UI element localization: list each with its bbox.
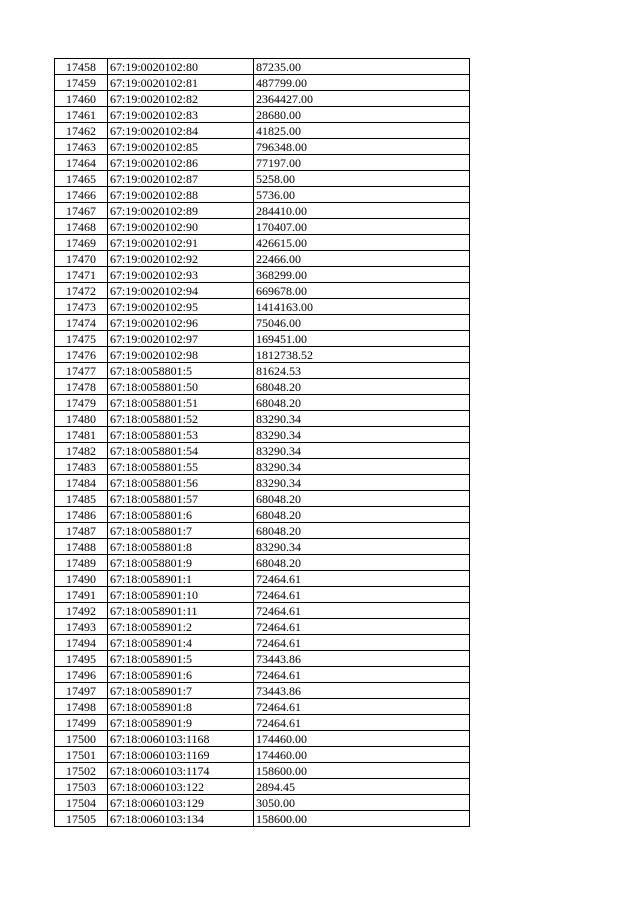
cadastral-number-cell: 67:19:0020102:93 bbox=[108, 267, 254, 283]
row-number-cell: 17464 bbox=[55, 155, 108, 171]
row-number-cell: 17489 bbox=[55, 555, 108, 571]
row-number-cell: 17475 bbox=[55, 331, 108, 347]
table-row bbox=[55, 267, 470, 283]
table-row bbox=[55, 251, 470, 267]
cadastral-number-cell: 67:18:0058801:54 bbox=[108, 443, 254, 459]
row-number-cell: 17495 bbox=[55, 651, 108, 667]
table-row bbox=[55, 603, 470, 619]
table-row bbox=[55, 635, 470, 651]
cadastral-number-cell: 67:18:0058801:53 bbox=[108, 427, 254, 443]
value-cell: 83290.34 bbox=[254, 475, 470, 491]
value-cell: 68048.20 bbox=[254, 395, 470, 411]
value-cell: 72464.61 bbox=[254, 699, 470, 715]
cadastral-number-cell: 67:18:0058801:55 bbox=[108, 459, 254, 475]
table-row bbox=[55, 459, 470, 475]
cadastral-number-cell: 67:18:0058901:9 bbox=[108, 715, 254, 731]
cadastral-number-cell: 67:18:0058901:11 bbox=[108, 603, 254, 619]
table-row bbox=[55, 779, 470, 795]
value-cell: 72464.61 bbox=[254, 635, 470, 651]
table-row bbox=[55, 171, 470, 187]
table-row bbox=[55, 795, 470, 811]
value-cell: 158600.00 bbox=[254, 811, 470, 827]
row-number-cell: 17486 bbox=[55, 507, 108, 523]
row-number-cell: 17482 bbox=[55, 443, 108, 459]
table-row bbox=[55, 571, 470, 587]
row-number-cell: 17503 bbox=[55, 779, 108, 795]
row-number-cell: 17493 bbox=[55, 619, 108, 635]
cadastral-number-cell: 67:19:0020102:97 bbox=[108, 331, 254, 347]
table-row bbox=[55, 395, 470, 411]
row-number-cell: 17502 bbox=[55, 763, 108, 779]
value-cell: 83290.34 bbox=[254, 411, 470, 427]
value-cell: 83290.34 bbox=[254, 443, 470, 459]
table-row bbox=[55, 139, 470, 155]
table-row bbox=[55, 187, 470, 203]
row-number-cell: 17497 bbox=[55, 683, 108, 699]
cadastral-number-cell: 67:18:0058801:8 bbox=[108, 539, 254, 555]
value-cell: 169451.00 bbox=[254, 331, 470, 347]
table-row bbox=[55, 107, 470, 123]
value-cell: 22466.00 bbox=[254, 251, 470, 267]
value-cell: 72464.61 bbox=[254, 571, 470, 587]
cadastral-number-cell: 67:19:0020102:90 bbox=[108, 219, 254, 235]
table-row bbox=[55, 475, 470, 491]
cadastral-number-cell: 67:19:0020102:92 bbox=[108, 251, 254, 267]
table-row bbox=[55, 491, 470, 507]
table-row bbox=[55, 651, 470, 667]
row-number-cell: 17459 bbox=[55, 75, 108, 91]
value-cell: 72464.61 bbox=[254, 587, 470, 603]
cadastral-number-cell: 67:19:0020102:81 bbox=[108, 75, 254, 91]
value-cell: 73443.86 bbox=[254, 683, 470, 699]
row-number-cell: 17467 bbox=[55, 203, 108, 219]
value-cell: 1812738.52 bbox=[254, 347, 470, 363]
cadastral-number-cell: 67:18:0058801:6 bbox=[108, 507, 254, 523]
row-number-cell: 17479 bbox=[55, 395, 108, 411]
cadastral-number-cell: 67:18:0058801:9 bbox=[108, 555, 254, 571]
table-row bbox=[55, 587, 470, 603]
value-cell: 368299.00 bbox=[254, 267, 470, 283]
table-row bbox=[55, 731, 470, 747]
cadastral-number-cell: 67:18:0058801:51 bbox=[108, 395, 254, 411]
cadastral-number-cell: 67:19:0020102:87 bbox=[108, 171, 254, 187]
value-cell: 83290.34 bbox=[254, 427, 470, 443]
cadastral-number-cell: 67:18:0058801:57 bbox=[108, 491, 254, 507]
row-number-cell: 17484 bbox=[55, 475, 108, 491]
table-row bbox=[55, 347, 470, 363]
table-row bbox=[55, 667, 470, 683]
cadastral-number-cell: 67:19:0020102:89 bbox=[108, 203, 254, 219]
row-number-cell: 17472 bbox=[55, 283, 108, 299]
row-number-cell: 17491 bbox=[55, 587, 108, 603]
row-number-cell: 17466 bbox=[55, 187, 108, 203]
cadastral-number-cell: 67:19:0020102:95 bbox=[108, 299, 254, 315]
cadastral-number-cell: 67:18:0060103:134 bbox=[108, 811, 254, 827]
value-cell: 73443.86 bbox=[254, 651, 470, 667]
cadastral-number-cell: 67:19:0020102:86 bbox=[108, 155, 254, 171]
row-number-cell: 17487 bbox=[55, 523, 108, 539]
value-cell: 28680.00 bbox=[254, 107, 470, 123]
row-number-cell: 17480 bbox=[55, 411, 108, 427]
value-cell: 68048.20 bbox=[254, 491, 470, 507]
table-row bbox=[55, 523, 470, 539]
row-number-cell: 17478 bbox=[55, 379, 108, 395]
value-cell: 68048.20 bbox=[254, 507, 470, 523]
cadastral-number-cell: 67:19:0020102:83 bbox=[108, 107, 254, 123]
row-number-cell: 17498 bbox=[55, 699, 108, 715]
value-cell: 796348.00 bbox=[254, 139, 470, 155]
table-row bbox=[55, 203, 470, 219]
cadastral-value-table bbox=[54, 58, 470, 827]
row-number-cell: 17500 bbox=[55, 731, 108, 747]
table-row bbox=[55, 219, 470, 235]
table-row bbox=[55, 619, 470, 635]
cadastral-number-cell: 67:18:0058901:7 bbox=[108, 683, 254, 699]
value-cell: 68048.20 bbox=[254, 379, 470, 395]
table-row bbox=[55, 507, 470, 523]
value-cell: 1414163.00 bbox=[254, 299, 470, 315]
table-row bbox=[55, 699, 470, 715]
cadastral-number-cell: 67:18:0060103:1168 bbox=[108, 731, 254, 747]
row-number-cell: 17474 bbox=[55, 315, 108, 331]
value-cell: 2894.45 bbox=[254, 779, 470, 795]
value-cell: 174460.00 bbox=[254, 731, 470, 747]
value-cell: 669678.00 bbox=[254, 283, 470, 299]
value-cell: 81624.53 bbox=[254, 363, 470, 379]
row-number-cell: 17463 bbox=[55, 139, 108, 155]
value-cell: 284410.00 bbox=[254, 203, 470, 219]
cadastral-number-cell: 67:19:0020102:94 bbox=[108, 283, 254, 299]
value-cell: 170407.00 bbox=[254, 219, 470, 235]
row-number-cell: 17492 bbox=[55, 603, 108, 619]
cadastral-number-cell: 67:18:0058801:56 bbox=[108, 475, 254, 491]
value-cell: 5736.00 bbox=[254, 187, 470, 203]
row-number-cell: 17462 bbox=[55, 123, 108, 139]
cadastral-number-cell: 67:18:0058901:4 bbox=[108, 635, 254, 651]
value-cell: 174460.00 bbox=[254, 747, 470, 763]
row-number-cell: 17485 bbox=[55, 491, 108, 507]
table-row bbox=[55, 539, 470, 555]
cadastral-number-cell: 67:19:0020102:96 bbox=[108, 315, 254, 331]
value-cell: 5258.00 bbox=[254, 171, 470, 187]
table-row bbox=[55, 331, 470, 347]
cadastral-number-cell: 67:18:0058901:1 bbox=[108, 571, 254, 587]
table-row bbox=[55, 123, 470, 139]
row-number-cell: 17460 bbox=[55, 91, 108, 107]
table-row bbox=[55, 683, 470, 699]
cadastral-number-cell: 67:18:0058901:6 bbox=[108, 667, 254, 683]
table-row bbox=[55, 747, 470, 763]
cadastral-number-cell: 67:18:0058901:8 bbox=[108, 699, 254, 715]
row-number-cell: 17468 bbox=[55, 219, 108, 235]
cadastral-number-cell: 67:19:0020102:80 bbox=[108, 59, 254, 75]
table-row bbox=[55, 715, 470, 731]
table-row bbox=[55, 443, 470, 459]
row-number-cell: 17490 bbox=[55, 571, 108, 587]
value-cell: 75046.00 bbox=[254, 315, 470, 331]
row-number-cell: 17471 bbox=[55, 267, 108, 283]
table-row bbox=[55, 235, 470, 251]
table-row bbox=[55, 763, 470, 779]
row-number-cell: 17505 bbox=[55, 811, 108, 827]
cadastral-number-cell: 67:18:0060103:1169 bbox=[108, 747, 254, 763]
value-cell: 426615.00 bbox=[254, 235, 470, 251]
table-row bbox=[55, 427, 470, 443]
value-cell: 2364427.00 bbox=[254, 91, 470, 107]
cadastral-number-cell: 67:18:0060103:129 bbox=[108, 795, 254, 811]
row-number-cell: 17501 bbox=[55, 747, 108, 763]
row-number-cell: 17476 bbox=[55, 347, 108, 363]
cadastral-number-cell: 67:18:0058801:7 bbox=[108, 523, 254, 539]
value-cell: 68048.20 bbox=[254, 523, 470, 539]
cadastral-number-cell: 67:19:0020102:91 bbox=[108, 235, 254, 251]
value-cell: 158600.00 bbox=[254, 763, 470, 779]
table-row bbox=[55, 59, 470, 75]
value-cell: 41825.00 bbox=[254, 123, 470, 139]
value-cell: 487799.00 bbox=[254, 75, 470, 91]
row-number-cell: 17494 bbox=[55, 635, 108, 651]
row-number-cell: 17481 bbox=[55, 427, 108, 443]
value-cell: 77197.00 bbox=[254, 155, 470, 171]
row-number-cell: 17483 bbox=[55, 459, 108, 475]
cadastral-number-cell: 67:18:0058801:50 bbox=[108, 379, 254, 395]
cadastral-number-cell: 67:18:0058901:10 bbox=[108, 587, 254, 603]
table-row bbox=[55, 811, 470, 827]
cadastral-number-cell: 67:18:0058801:52 bbox=[108, 411, 254, 427]
row-number-cell: 17470 bbox=[55, 251, 108, 267]
row-number-cell: 17477 bbox=[55, 363, 108, 379]
value-cell: 72464.61 bbox=[254, 619, 470, 635]
table-body bbox=[55, 59, 470, 827]
cadastral-number-cell: 67:19:0020102:85 bbox=[108, 139, 254, 155]
table-row bbox=[55, 299, 470, 315]
row-number-cell: 17458 bbox=[55, 59, 108, 75]
value-cell: 72464.61 bbox=[254, 667, 470, 683]
row-number-cell: 17504 bbox=[55, 795, 108, 811]
cadastral-number-cell: 67:18:0060103:122 bbox=[108, 779, 254, 795]
value-cell: 72464.61 bbox=[254, 715, 470, 731]
value-cell: 83290.34 bbox=[254, 459, 470, 475]
row-number-cell: 17465 bbox=[55, 171, 108, 187]
table-row bbox=[55, 379, 470, 395]
value-cell: 72464.61 bbox=[254, 603, 470, 619]
table-row bbox=[55, 155, 470, 171]
table-row bbox=[55, 91, 470, 107]
cadastral-number-cell: 67:19:0020102:88 bbox=[108, 187, 254, 203]
row-number-cell: 17461 bbox=[55, 107, 108, 123]
value-cell: 3050.00 bbox=[254, 795, 470, 811]
table-row bbox=[55, 315, 470, 331]
row-number-cell: 17496 bbox=[55, 667, 108, 683]
table-row bbox=[55, 283, 470, 299]
table-row bbox=[55, 75, 470, 91]
cadastral-number-cell: 67:18:0058901:5 bbox=[108, 651, 254, 667]
value-cell: 68048.20 bbox=[254, 555, 470, 571]
cadastral-number-cell: 67:19:0020102:84 bbox=[108, 123, 254, 139]
cadastral-number-cell: 67:18:0058901:2 bbox=[108, 619, 254, 635]
cadastral-number-cell: 67:18:0060103:1174 bbox=[108, 763, 254, 779]
row-number-cell: 17469 bbox=[55, 235, 108, 251]
row-number-cell: 17473 bbox=[55, 299, 108, 315]
table-row bbox=[55, 363, 470, 379]
table-row bbox=[55, 555, 470, 571]
table-row bbox=[55, 411, 470, 427]
row-number-cell: 17488 bbox=[55, 539, 108, 555]
cadastral-number-cell: 67:18:0058801:5 bbox=[108, 363, 254, 379]
value-cell: 87235.00 bbox=[254, 59, 470, 75]
cadastral-number-cell: 67:19:0020102:82 bbox=[108, 91, 254, 107]
cadastral-number-cell: 67:19:0020102:98 bbox=[108, 347, 254, 363]
row-number-cell: 17499 bbox=[55, 715, 108, 731]
value-cell: 83290.34 bbox=[254, 539, 470, 555]
